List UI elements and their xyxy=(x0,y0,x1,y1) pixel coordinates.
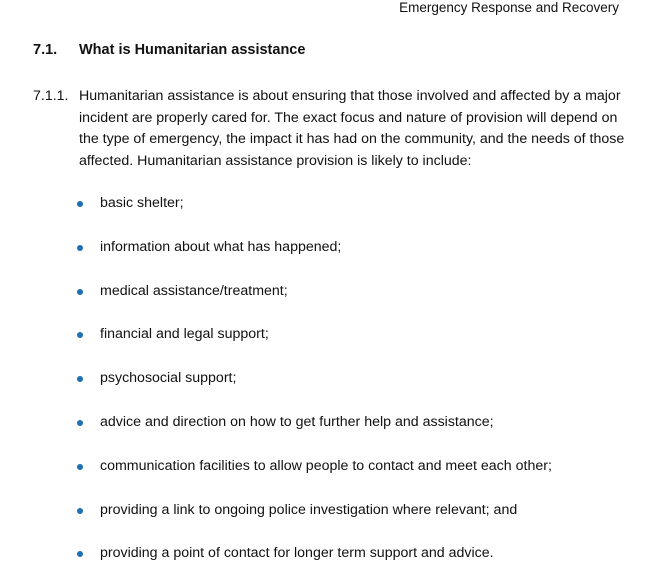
running-header: Emergency Response and Recovery xyxy=(399,0,619,15)
section-title: What is Humanitarian assistance xyxy=(79,42,306,58)
list-item-text: communication facilities to allow people to contact and meet each other; xyxy=(100,457,552,474)
paragraph-text: Humanitarian assistance is about ensuring that those involved and affected by a major incident are properly cared for. The exact focus and nature of provision will depend on the type of emergency, the impact it has had on the community, and the needs of those affected. Humanitarian assistance provision is likely to include: xyxy=(79,88,625,170)
section-heading xyxy=(33,41,305,59)
bullet-icon xyxy=(77,464,83,470)
bullet-icon xyxy=(77,201,83,207)
list-item-text: advice and direction on how to get further help and assistance; xyxy=(100,413,494,430)
bullet-icon xyxy=(77,420,83,426)
section-number: 7.1. xyxy=(33,42,58,58)
bullet-icon xyxy=(77,245,83,251)
list-item-text: providing a link to ongoing police investigation where relevant; and xyxy=(100,501,518,518)
list-item-text: medical assistance/treatment; xyxy=(100,282,288,299)
bullet-icon xyxy=(77,508,83,514)
bullet-icon xyxy=(77,551,83,557)
list-item-text: financial and legal support; xyxy=(100,326,269,343)
paragraph-number: 7.1.1. xyxy=(33,88,69,104)
list-item-text: information about what has happened; xyxy=(100,238,342,255)
list-item-text: basic shelter; xyxy=(100,195,184,211)
bullet-icon xyxy=(77,376,83,382)
paragraph-7-1-1 xyxy=(33,86,633,173)
bullet-icon xyxy=(77,289,83,295)
bullet-icon xyxy=(77,332,83,338)
list-item-text: providing a point of contact for longer term support and advice. xyxy=(100,545,494,562)
list-item-text: psychosocial support; xyxy=(100,370,237,387)
